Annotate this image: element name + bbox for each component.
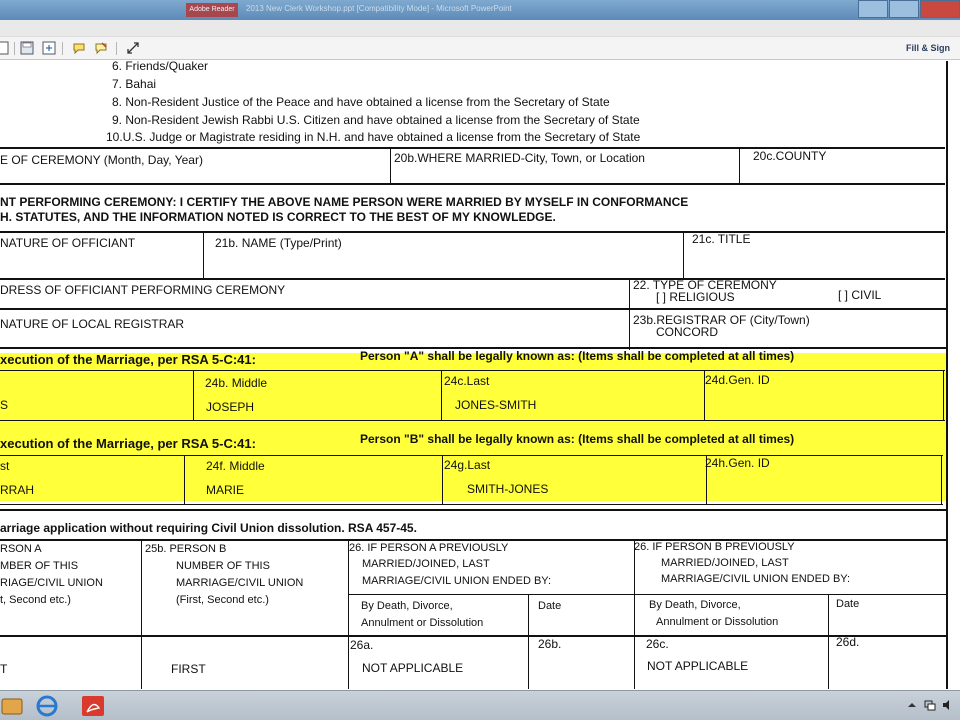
civil-checkbox[interactable]: [ ] CIVIL [838, 288, 882, 302]
person-a-gen-id-label: 24d.Gen. ID [705, 373, 770, 387]
where-married-label: 20b.WHERE MARRIED-City, Town, or Location [394, 151, 645, 165]
panel-icon[interactable] [0, 41, 10, 55]
certify-statement: H. STATUTES, AND THE INFORMATION NOTED IS CORRECT TO THE BEST OF MY KNOWLEDGE. [0, 210, 556, 224]
volume-icon[interactable] [942, 699, 954, 711]
highlight-icon[interactable] [94, 41, 108, 55]
expand-icon[interactable] [126, 41, 140, 55]
form-rule [184, 455, 185, 505]
person-a-previous-label: MARRIED/JOINED, LAST [362, 558, 490, 570]
minimize-button[interactable] [858, 0, 888, 18]
signature-officiant-label: NATURE OF OFFICIANT [0, 236, 136, 250]
form-rule [0, 509, 948, 511]
person-b-number-label: (First, Second etc.) [176, 594, 269, 606]
officiant-address-label: DRESS OF OFFICIANT PERFORMING CEREMONY [0, 283, 286, 297]
save-icon[interactable] [20, 41, 34, 55]
person-b-ended-by-label: By Death, Divorce, [649, 599, 741, 611]
officiant-list-item: 6. Friends/Quaker [112, 61, 209, 73]
person-b-first-label: st [0, 459, 10, 473]
form-rule [0, 504, 943, 505]
registrar-of-label: 23b.REGISTRAR OF (City/Town) [633, 313, 810, 327]
person-a-ended-by-label: By Death, Divorce, [361, 600, 453, 612]
person-a-number-label: RIAGE/CIVIL UNION [0, 577, 103, 589]
up-arrow-icon[interactable] [906, 699, 918, 711]
form-rule [0, 183, 945, 185]
system-tray [906, 699, 954, 711]
form-rule [943, 370, 944, 421]
fit-page-icon[interactable] [42, 41, 56, 55]
form-rule [0, 278, 945, 280]
date-of-ceremony-label: E OF CEREMONY (Month, Day, Year) [0, 153, 203, 167]
form-rule [193, 370, 194, 421]
person-a-middle-value[interactable]: JOSEPH [206, 400, 255, 414]
form-rule [528, 595, 529, 689]
form-rule [828, 595, 829, 689]
window-titlebar [0, 0, 960, 20]
person-b-known-as: Person "B" shall be legally known as: (Items shall be completed at all times) [360, 432, 795, 446]
person-b-date-label: Date [836, 598, 860, 610]
form-rule [141, 540, 142, 689]
field-code-26d: 26d. [836, 635, 860, 649]
person-b-previous-label: MARRIED/JOINED, LAST [661, 557, 789, 569]
form-rule [441, 370, 442, 421]
form-rule [348, 540, 349, 689]
officiant-list-item: 7. Bahai [112, 77, 157, 91]
officiant-list-item: 9. Non-Resident Jewish Rabbi U.S. Citizen and have obtained a license from the Secretary of State [112, 113, 640, 127]
page-edge [946, 61, 948, 689]
field-code-26a: 26a. [350, 638, 374, 652]
officiant-list-item: 10.U.S. Judge or Magistrate residing in N.H. and have obtained a license from the Secretary of State [106, 130, 641, 144]
form-rule [442, 455, 443, 505]
form-rule [203, 232, 204, 280]
form-rule [739, 148, 740, 184]
person-a-section-label: xecution of the Marriage, per RSA 5-C:41: [0, 352, 256, 367]
form-rule [0, 370, 945, 371]
field-code-26b: 26b. [538, 637, 562, 651]
toolbar-separator [14, 42, 15, 55]
pdf-document-page [0, 61, 960, 689]
form-rule [0, 308, 948, 310]
form-rule [0, 420, 945, 421]
person-b-previous-label: 26. IF PERSON B PREVIOUSLY [634, 541, 795, 553]
fill-sign-button[interactable]: Fill & Sign [906, 43, 950, 53]
county-label: 20c.COUNTY [753, 149, 827, 163]
person-a-middle-label: 24b. Middle [205, 376, 268, 390]
officiant-name-label: 21b. NAME (Type/Print) [215, 236, 342, 250]
officiant-title-label: 21c. TITLE [692, 232, 751, 246]
form-rule [634, 540, 635, 689]
person-b-middle-label: 24f. Middle [206, 459, 265, 473]
toolbar-separator [62, 42, 63, 55]
person-a-number-label: MBER OF THIS [0, 560, 79, 572]
form-rule [349, 594, 948, 595]
form-rule [390, 148, 391, 184]
person-b-number-label: NUMBER OF THIS [176, 560, 270, 572]
person-b-ended-by-value[interactable]: NOT APPLICABLE [647, 659, 749, 673]
person-a-number-value[interactable]: T [0, 662, 8, 676]
registrar-of-value: CONCORD [656, 325, 718, 339]
person-a-ended-by-label: Annulment or Dissolution [361, 617, 484, 629]
person-a-ended-by-value[interactable]: NOT APPLICABLE [362, 661, 464, 675]
person-a-known-as: Person "A" shall be legally known as: (Items shall be completed at all times) [360, 349, 795, 363]
certify-statement: NT PERFORMING CEREMONY: I CERTIFY THE ABOVE NAME PERSON WERE MARRIED BY MYSELF IN CONFORMANCE [0, 195, 689, 209]
person-b-number-label: MARRIAGE/CIVIL UNION [176, 577, 304, 589]
person-a-number-label: RSON A [0, 543, 42, 555]
person-a-previous-label: MARRIAGE/CIVIL UNION ENDED BY: [362, 575, 552, 587]
form-rule [0, 539, 948, 541]
adobe-reader-icon[interactable] [74, 693, 112, 719]
person-b-first-value[interactable]: RRAH [0, 483, 35, 497]
form-rule [0, 635, 948, 637]
local-registrar-label: NATURE OF LOCAL REGISTRAR [0, 317, 185, 331]
person-b-number-label: 25b. PERSON B [145, 543, 227, 555]
type-of-ceremony-label: 22. TYPE OF CEREMONY [633, 278, 777, 292]
person-b-last-value[interactable]: SMITH-JONES [467, 482, 549, 496]
window-controls [857, 0, 960, 20]
network-icon[interactable] [924, 699, 936, 711]
person-b-ended-by-label: Annulment or Dissolution [656, 616, 779, 628]
person-b-number-value[interactable]: FIRST [171, 662, 206, 676]
person-b-previous-label: MARRIAGE/CIVIL UNION ENDED BY: [661, 573, 851, 585]
form-rule [683, 232, 684, 280]
form-rule [629, 310, 630, 350]
person-a-number-label: t, Second etc.) [0, 594, 71, 606]
field-code-26c: 26c. [646, 637, 669, 651]
person-a-date-label: Date [538, 600, 562, 612]
person-a-last-label: 24c.Last [444, 374, 490, 388]
close-button[interactable] [920, 0, 960, 18]
window-title: 2013 New Clerk Workshop.ppt [Compatibility Mode] - Microsoft PowerPoint [246, 4, 512, 13]
person-a-last-value[interactable]: JONES-SMITH [455, 398, 537, 412]
application-note: arriage application without requiring Civil Union dissolution. RSA 457-45. [0, 521, 417, 535]
officiant-list-item: 8. Non-Resident Justice of the Peace and have obtained a license from the Secretary of State [112, 95, 610, 109]
form-rule [629, 279, 630, 311]
person-b-last-label: 24g.Last [444, 458, 491, 472]
menu-strip [0, 20, 960, 36]
windows-taskbar [0, 690, 960, 720]
form-rule [0, 455, 943, 456]
person-a-first-value[interactable]: S [0, 398, 9, 412]
form-rule [0, 231, 945, 233]
religious-checkbox[interactable]: [ ] RELIGIOUS [656, 290, 735, 304]
windows-explorer-icon[interactable] [0, 693, 30, 719]
toolbar-separator [116, 42, 117, 55]
maximize-button[interactable] [889, 0, 919, 18]
comment-icon[interactable] [72, 41, 86, 55]
person-b-section-label: xecution of the Marriage, per RSA 5-C:41: [0, 436, 256, 451]
form-rule [941, 455, 942, 505]
person-a-previous-label: 26. IF PERSON A PREVIOUSLY [349, 542, 509, 554]
reader-toolbar [0, 36, 960, 60]
person-b-gen-id-label: 24h.Gen. ID [705, 456, 770, 470]
app-badge: Adobe Reader [186, 3, 238, 17]
internet-explorer-icon[interactable] [28, 693, 66, 719]
person-b-middle-value[interactable]: MARIE [206, 483, 245, 497]
